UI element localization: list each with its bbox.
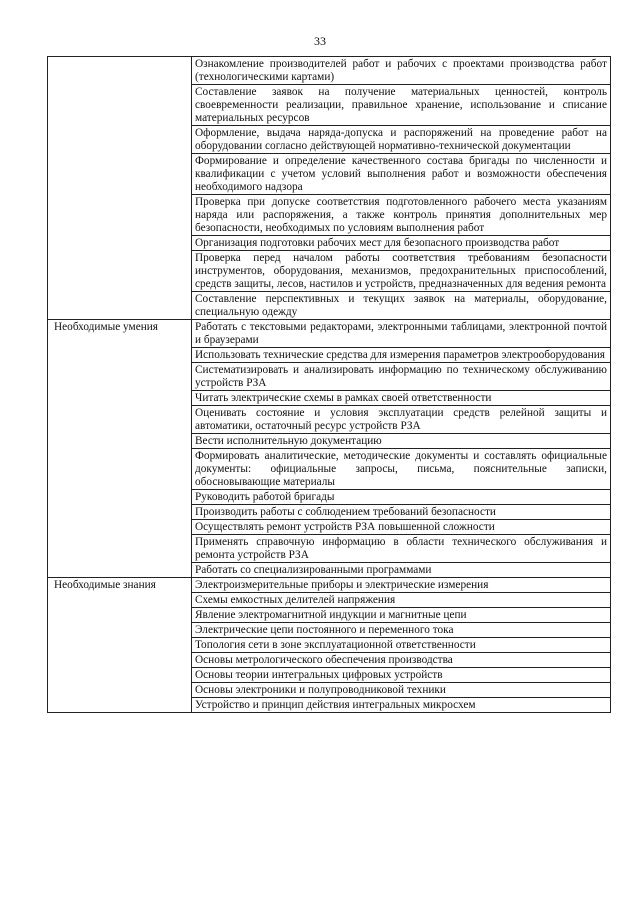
table-cell-item: Топология сети в зоне эксплуатационной ответственности	[192, 638, 611, 653]
competency-table-body	[48, 57, 611, 713]
table-cell-item: Работать со специализированными программами	[192, 563, 611, 578]
table-row	[48, 320, 611, 348]
table-cell-item: Электрические цепи постоянного и переменного тока	[192, 623, 611, 638]
section-label: Необходимые умения	[48, 320, 192, 578]
table-cell-item: Систематизировать и анализировать информацию по техническому обслуживанию устройств РЗА	[192, 363, 611, 391]
page-number: 33	[314, 34, 326, 48]
table-cell-item: Схемы емкостных делителей напряжения	[192, 593, 611, 608]
table-cell-item: Читать электрические схемы в рамках своей ответственности	[192, 391, 611, 406]
table-row	[48, 578, 611, 593]
table-cell-item: Проверка перед началом работы соответствия требованиям безопасности инструментов, оборудования, механизмов, предохранительных приспособлений, средств защиты, лесов, настилов и устройств, предназначенных для ведения ремонта	[192, 251, 611, 292]
table-cell-item: Руководить работой бригады	[192, 490, 611, 505]
table-cell-item: Оценивать состояние и условия эксплуатации средств релейной защиты и автоматики, остаточный ресурс устройств РЗА	[192, 406, 611, 434]
table-cell-item: Устройство и принцип действия интегральных микросхем	[192, 698, 611, 713]
table-cell-item: Электроизмерительные приборы и электрические измерения	[192, 578, 611, 593]
section-label: Необходимые знания	[48, 578, 192, 713]
table-cell-item: Составление перспективных и текущих заявок на материалы, оборудование, специальную одежду	[192, 292, 611, 320]
table-cell-item: Ознакомление производителей работ и рабочих с проектами производства работ (технологическими картами)	[192, 57, 611, 85]
table-cell-item: Проверка при допуске соответствия подготовленного рабочего места указаниям наряда или распоряжения, а также контроль принятия дополнительных мер безопасности, необходимых по условиям выполнения работ	[192, 195, 611, 236]
table-cell-item: Основы электроники и полупроводниковой техники	[192, 683, 611, 698]
competency-table	[47, 56, 611, 713]
table-row	[48, 57, 611, 85]
table-cell-item: Производить работы с соблюдением требований безопасности	[192, 505, 611, 520]
table-cell-item: Формирование и определение качественного состава бригады по численности и квалификации с учетом условий выполнения работ и возможности обеспечения необходимого надзора	[192, 154, 611, 195]
table-cell-item: Организация подготовки рабочих мест для безопасного производства работ	[192, 236, 611, 251]
table-cell-item: Оформление, выдача наряда-допуска и распоряжений на проведение работ на оборудовании согласно действующей нормативно-технической документации	[192, 126, 611, 154]
table-cell-item: Основы метрологического обеспечения производства	[192, 653, 611, 668]
table-cell-item: Формировать аналитические, методические документы и составлять официальные документы: официальные запросы, письма, пояснительные записки, обосновывающие материалы	[192, 449, 611, 490]
table-cell-item: Работать с текстовыми редакторами, электронными таблицами, электронной почтой и браузерами	[192, 320, 611, 348]
table-cell-item: Составление заявок на получение материальных ценностей, контроль своевременности реализации, правильное хранение, использование и списание материальных ресурсов	[192, 85, 611, 126]
table-cell-item: Явление электромагнитной индукции и магнитные цепи	[192, 608, 611, 623]
table-cell-item: Основы теории интегральных цифровых устройств	[192, 668, 611, 683]
table-cell-item: Применять справочную информацию в области технического обслуживания и ремонта устройств РЗА	[192, 535, 611, 563]
table-cell-item: Использовать технические средства для измерения параметров электрооборудования	[192, 348, 611, 363]
section-label	[48, 57, 192, 320]
table-cell-item: Вести исполнительную документацию	[192, 434, 611, 449]
table-cell-item: Осуществлять ремонт устройств РЗА повышенной сложности	[192, 520, 611, 535]
